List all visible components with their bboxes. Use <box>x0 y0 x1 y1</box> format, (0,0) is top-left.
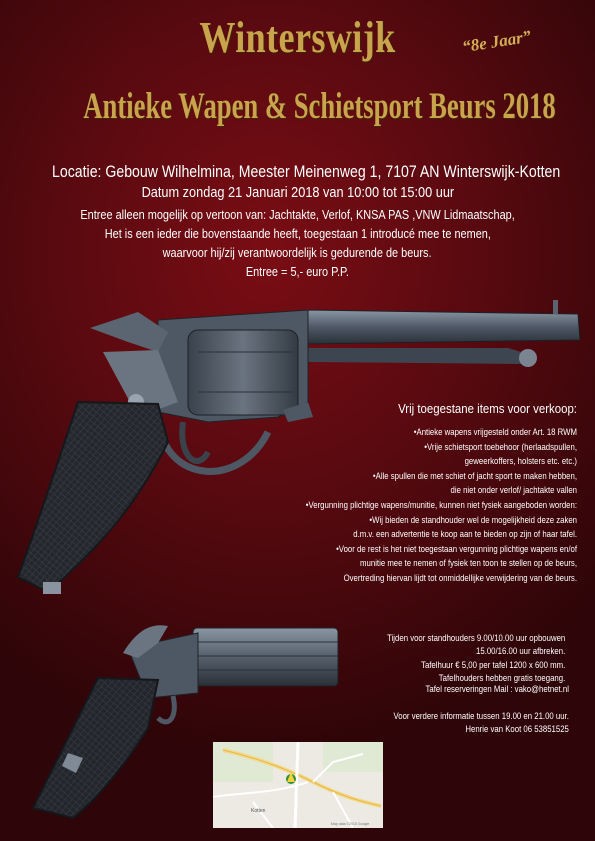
reservation-email[interactable]: Tafel reserveringen Mail : vako@hetnet.nl <box>425 684 569 695</box>
allowed-item-line: •Wij bieden de standhouder wel de mogelijkheid deze zaken <box>369 514 577 526</box>
allowed-items-heading: Vrij toegestane items voor verkoop: <box>398 401 577 416</box>
allowed-item-line: •Vrije schietsport toebehoor (herlaadspullen, <box>424 441 577 453</box>
exhibitor-line: Tijden voor standhouders 9.00/10.00 uur opbouwen <box>386 633 565 644</box>
entry-line-3: waarvoor hij/zij verantwoordelijk is gedurende de beurs. <box>163 245 432 260</box>
title-fair: Antieke Wapen & Schietsport Beurs 2018 <box>83 86 556 127</box>
allowed-item-line: munitie mee te nemen of fysiek ten toon te stellen op de beurs, <box>360 558 577 570</box>
entry-fee: Entree = 5,- euro P.P. <box>245 264 350 279</box>
allowed-item-line: Overtreding hiervan lijdt tot onmiddellijke verwijdering van de beurs. <box>343 572 577 584</box>
info-hours: Voor verdere informatie tussen 19.00 en 21.00 uur. <box>393 711 569 722</box>
allowed-item-line: •Voor de rest is het niet toegestaan vergunning plichtige wapens en/of <box>336 543 577 555</box>
date-line: Datum zondag 21 Januari 2018 van 10:00 tot 15:00 uur <box>141 184 454 201</box>
allowed-item-line: •Vergunning plichtige wapens/munitie, kunnen niet fysiek aangeboden worden: <box>305 499 577 511</box>
edition-badge: “8e Jaar” <box>460 26 533 57</box>
entry-line-2: Het is een ieder die bovenstaande heeft, toegestaan 1 introducé mee te nemen, <box>104 226 491 241</box>
allowed-items <box>197 401 577 587</box>
allowed-item-line: geweerkoffers, holsters etc. etc.) <box>464 456 577 468</box>
info-phone: Henrie van Koot 06 53851525 <box>465 724 569 736</box>
allowed-item-line: •Antieke wapens vrijgesteld onder Art. 18 RWM <box>413 427 577 438</box>
location-map <box>213 742 383 828</box>
allowed-item-line: •Alle spullen die met schiet of jacht sport te maken hebben, <box>372 470 577 482</box>
exhibitor-line: 15.00/16.00 uur afbreken. <box>475 646 565 658</box>
location-line: Locatie: Gebouw Wilhelmina, Meester Meinenweg 1, 7107 AN Winterswijk-Kotten <box>52 162 561 181</box>
exhibitor-line: Tafelhouders hebben gratis toegang. <box>438 672 565 684</box>
reservation-contact <box>394 683 569 696</box>
map-credit: Map data ©2015 Google <box>331 822 370 826</box>
entry-line-1: Entree alleen mogelijk op vertoon van: Jachtakte, Verlof, KNSA PAS ,VNW Lidmaatschap, <box>80 207 515 222</box>
info-contact <box>355 710 569 737</box>
title-winterswijk: Winterswijk <box>199 13 396 62</box>
exhibitor-times <box>348 632 565 685</box>
allowed-item-line: d.m.v. een advertentie te koop aan te bieden op zijn of haar tafel. <box>353 529 577 541</box>
map-place-label: Kotten <box>251 808 266 814</box>
exhibitor-line: Tafelhuur € 5,00 per tafel 1200 x 600 mm. <box>420 659 565 671</box>
allowed-item-line: die niet onder verlof/ jachtakte vallen <box>450 485 577 497</box>
